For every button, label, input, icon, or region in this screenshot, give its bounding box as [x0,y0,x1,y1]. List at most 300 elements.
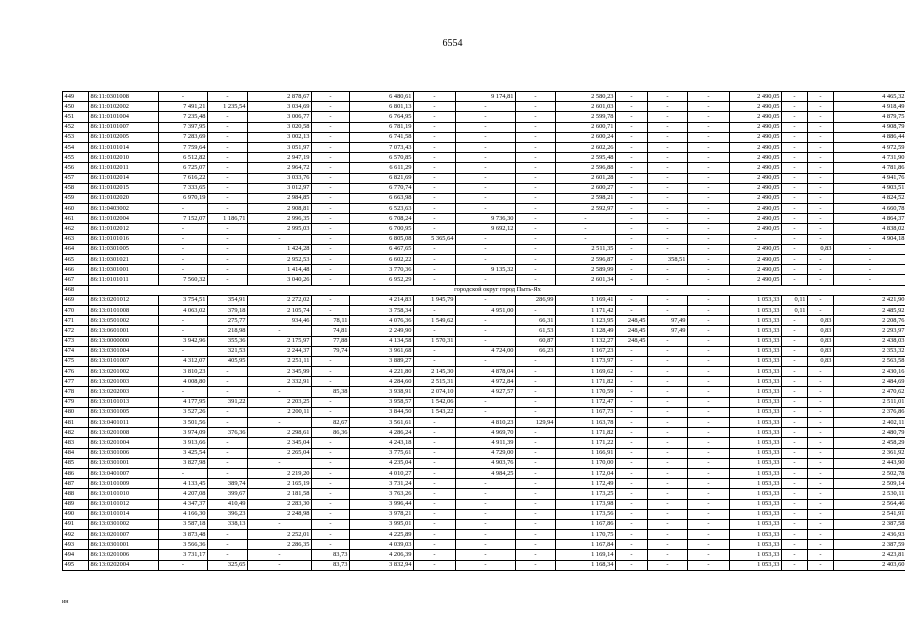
value-cell: - [616,407,648,417]
value-cell: - [456,244,516,254]
value-cell: 2 181,58 [248,489,312,499]
value-cell: - [516,560,556,570]
footer-mark: ин [62,599,69,605]
value-cell: - [516,448,556,458]
value-cell: - [208,173,248,183]
value-cell: - [616,214,648,224]
value-cell: - [616,132,648,142]
value-cell: 1 053,33 [730,336,782,346]
value-cell: 4 134,58 [350,336,414,346]
value-cell: 6 741,58 [350,132,414,142]
value-cell: - [456,479,516,489]
value-cell: - [516,397,556,407]
value-cell: 2 592,97 [556,204,616,214]
value-cell: - [688,255,730,265]
table-row [63,479,905,489]
value-cell: - [782,142,808,152]
value-cell: - [312,356,350,366]
row-number-cell: 484 [63,448,89,458]
value-cell: - [312,448,350,458]
value-cell: 0,11 [782,295,808,305]
row-number-cell: 451 [63,112,89,122]
value-cell: - [414,326,456,336]
value-cell: 1 168,34 [556,560,616,570]
value-cell: - [516,428,556,438]
value-cell: - [808,122,834,132]
value-cell: - [808,519,834,529]
value-cell: - [688,346,730,356]
value-cell: - [688,560,730,570]
value-cell: - [808,275,834,285]
value-cell: - [159,387,208,397]
value-cell: 4 177,95 [159,397,208,407]
value-cell: 2 376,86 [834,407,905,417]
value-cell: 2 402,11 [834,418,905,428]
value-cell: 358,51 [648,255,688,265]
value-cell: 7 152,07 [159,214,208,224]
value-cell: - [208,458,248,468]
table-row [63,377,905,387]
value-cell: 0,83 [808,336,834,346]
value-cell: 1 169,14 [556,550,616,560]
value-cell: - [688,295,730,305]
value-cell: 3 889,27 [350,356,414,366]
value-cell: - [516,102,556,112]
value-cell: - [782,183,808,193]
value-cell: 5 365,64 [414,234,456,244]
value-cell: - [456,183,516,193]
value-cell: 2 490,05 [730,163,782,173]
value-cell: 0,83 [808,346,834,356]
cadastral-number-cell: 86:13:0601001 [89,326,159,336]
value-cell: 6 764,95 [350,112,414,122]
value-cell: 2 361,92 [834,448,905,458]
value-cell: - [782,489,808,499]
row-number-cell: 476 [63,367,89,377]
value-cell: - [312,305,350,315]
value-cell: 4 076,36 [350,316,414,326]
value-cell: - [208,438,248,448]
value-cell: 60,87 [516,336,556,346]
value-cell: 1 167,23 [556,346,616,356]
value-cell: 2 490,05 [730,183,782,193]
value-cell: - [516,377,556,387]
value-cell: - [516,479,556,489]
value-cell: - [414,214,456,224]
value-cell: 7 491,21 [159,102,208,112]
value-cell: - [516,234,556,244]
value-cell: - [208,468,248,478]
value-cell: 4 903,76 [456,458,516,468]
value-cell: - [208,112,248,122]
value-cell: - [648,265,688,275]
value-cell: 218,98 [208,326,248,336]
value-cell: - [616,468,648,478]
value-cell: 248,45 [616,326,648,336]
cadastral-number-cell: 86:13:0201004 [89,438,159,448]
value-cell: - [616,499,648,509]
row-number-cell: 449 [63,92,89,102]
value-cell: 4 207,08 [159,489,208,499]
value-cell: - [782,163,808,173]
value-cell: - [312,112,350,122]
value-cell: 4 951,00 [456,305,516,315]
value-cell: - [782,275,808,285]
value-cell: - [312,183,350,193]
value-cell: - [516,305,556,315]
value-cell: 2 490,05 [730,214,782,224]
value-cell: - [516,356,556,366]
value-cell: 2 490,05 [730,112,782,122]
value-cell: - [312,489,350,499]
value-cell: - [456,499,516,509]
value-cell: 6 700,95 [350,224,414,234]
value-cell: 1 169,62 [556,367,616,377]
value-cell: - [248,560,312,570]
value-cell: - [782,132,808,142]
value-cell: 1 173,98 [556,499,616,509]
value-cell: - [688,316,730,326]
value-cell: - [688,377,730,387]
table-row [63,356,905,366]
value-cell: 2 490,05 [730,265,782,275]
table-row [63,397,905,407]
value-cell: - [208,265,248,275]
cadastral-number-cell: 86:13:0301004 [89,346,159,356]
value-cell: 2 601,34 [556,275,616,285]
value-cell: - [808,224,834,234]
value-cell: - [159,255,208,265]
value-cell: - [808,173,834,183]
value-cell: 3 527,26 [159,407,208,417]
value-cell: - [688,458,730,468]
value-cell: - [456,255,516,265]
value-cell: - [456,326,516,336]
value-cell: - [208,163,248,173]
value-cell: - [456,530,516,540]
value-cell: 2 600,71 [556,122,616,132]
value-cell: - [616,458,648,468]
value-cell: 2 421,90 [834,295,905,305]
value-cell: - [456,489,516,499]
value-cell: - [782,193,808,203]
value-cell: - [730,234,782,244]
value-cell: - [648,122,688,132]
value-cell: - [456,153,516,163]
value-cell: - [688,305,730,315]
value-cell: - [782,438,808,448]
value-cell: - [688,519,730,529]
cadastral-number-cell: 86:13:0000000 [89,336,159,346]
value-cell: - [159,204,208,214]
value-cell: - [456,295,516,305]
value-cell: 6 663,98 [350,193,414,203]
value-cell: 4 312,07 [159,356,208,366]
value-cell: 4 886,44 [834,132,905,142]
value-cell: 2 438,03 [834,336,905,346]
value-cell: - [616,367,648,377]
value-cell: - [782,407,808,417]
value-cell: 9 135,32 [456,265,516,275]
value-cell: 66,31 [516,316,556,326]
table-row [63,448,905,458]
value-cell: 1 172,04 [556,468,616,478]
row-number-cell: 468 [63,285,89,295]
value-cell: - [456,132,516,142]
value-cell: - [808,407,834,417]
value-cell: 1 172,49 [556,479,616,489]
value-cell: - [414,255,456,265]
value-cell: - [516,468,556,478]
value-cell: - [516,122,556,132]
value-cell: - [648,407,688,417]
value-cell: 3 731,24 [350,479,414,489]
value-cell: 410,49 [208,499,248,509]
value-cell: 1 053,33 [730,407,782,417]
value-cell: 2 490,05 [730,153,782,163]
value-cell: 3 913,66 [159,438,208,448]
value-cell: - [208,142,248,152]
value-cell: - [616,193,648,203]
value-cell: - [312,163,350,173]
cadastral-number-cell: 86:11:0101011 [89,275,159,285]
value-cell: - [616,244,648,254]
value-cell: - [616,142,648,152]
cadastral-number-cell: 86:11:0102011 [89,163,159,173]
value-cell: - [688,336,730,346]
value-cell: - [516,489,556,499]
value-cell: - [782,509,808,519]
value-cell: 3 844,50 [350,407,414,417]
value-cell: 1 053,33 [730,489,782,499]
value-cell: - [648,305,688,315]
cadastral-number-cell: 86:11:0102014 [89,173,159,183]
cadastral-number-cell: 86:11:0101007 [89,122,159,132]
cadastral-number-cell: 86:13:0101009 [89,479,159,489]
cadastral-number-cell: 86:13:0202003 [89,387,159,397]
value-cell: 3 810,23 [159,367,208,377]
value-cell: 2 105,74 [248,305,312,315]
value-cell: - [414,265,456,275]
value-cell: - [688,428,730,438]
value-cell: 2 293,97 [834,326,905,336]
table-row [63,387,905,397]
value-cell: 3 758,34 [350,305,414,315]
value-cell: 4 838,02 [834,224,905,234]
value-cell: - [414,438,456,448]
row-number-cell: 479 [63,397,89,407]
value-cell: 6 512,82 [159,153,208,163]
cadastral-number-cell: 86:13:0101008 [89,305,159,315]
value-cell: 4 243,18 [350,438,414,448]
value-cell: - [414,346,456,356]
row-number-cell: 475 [63,356,89,366]
value-cell: - [616,224,648,234]
value-cell: - [782,224,808,234]
value-cell: 2 908,81 [248,204,312,214]
table-row [63,255,905,265]
value-cell: - [312,265,350,275]
value-cell: 338,13 [208,519,248,529]
table-row [63,438,905,448]
value-cell: - [648,509,688,519]
value-cell: 2 490,05 [730,142,782,152]
value-cell: 1 167,84 [556,540,616,550]
value-cell: 2 490,05 [730,92,782,102]
table-row [63,102,905,112]
value-cell: 1 053,33 [730,295,782,305]
value-cell: - [556,234,616,244]
table-row [63,132,905,142]
value-cell: - [312,458,350,468]
value-cell: 1 172,47 [556,397,616,407]
value-cell: 2 995,03 [248,224,312,234]
value-cell: 1 166,91 [556,448,616,458]
value-cell: - [648,499,688,509]
value-cell: - [782,550,808,560]
value-cell: - [782,397,808,407]
value-cell: 2 580,23 [556,92,616,102]
value-cell: - [208,224,248,234]
value-cell: 1 171,42 [556,305,616,315]
value-cell: 3 561,61 [350,418,414,428]
value-cell: - [648,438,688,448]
table-row [63,92,905,102]
value-cell: - [312,153,350,163]
value-cell: 3 958,57 [350,397,414,407]
value-cell: 3 873,48 [159,530,208,540]
value-cell: - [312,234,350,244]
value-cell: - [782,540,808,550]
table-row [63,275,905,285]
value-cell: - [159,92,208,102]
value-cell: - [616,295,648,305]
value-cell: 1 053,33 [730,550,782,560]
value-cell: 3 002,13 [248,132,312,142]
value-cell: 6 801,13 [350,102,414,112]
value-cell: - [616,112,648,122]
value-cell: 6 570,85 [350,153,414,163]
value-cell: - [782,530,808,540]
value-cell: - [414,550,456,560]
value-cell: - [414,479,456,489]
value-cell: - [808,295,834,305]
cadastral-number-cell: 86:11:0101016 [89,234,159,244]
value-cell: - [808,560,834,570]
value-cell: 1 570,31 [414,336,456,346]
value-cell: - [312,132,350,142]
cadastral-number-cell: 86:11:0301001 [89,265,159,275]
value-cell: 2 589,99 [556,265,616,275]
value-cell: 4 864,37 [834,214,905,224]
cadastral-number-cell: 86:11:0101014 [89,142,159,152]
value-cell: 3 034,69 [248,102,312,112]
value-cell: - [248,387,312,397]
value-cell: - [782,418,808,428]
value-cell: 2 332,91 [248,377,312,387]
value-cell: - [456,163,516,173]
value-cell: 1 171,82 [556,428,616,438]
value-cell: - [782,102,808,112]
row-number-cell: 467 [63,275,89,285]
value-cell: 4 731,90 [834,153,905,163]
value-cell: - [648,112,688,122]
cadastral-number-cell: 86:13:0501002 [89,316,159,326]
value-cell: - [782,122,808,132]
value-cell: - [159,468,208,478]
cadastral-number-cell: 86:11:0403002 [89,204,159,214]
value-cell: 4 660,78 [834,204,905,214]
value-cell: - [782,448,808,458]
cadastral-number-cell: 86:13:0201003 [89,377,159,387]
value-cell: 2 601,28 [556,173,616,183]
value-cell: 4 972,84 [456,377,516,387]
value-cell: - [516,193,556,203]
value-cell: - [516,183,556,193]
value-cell: 1 053,33 [730,448,782,458]
value-cell: 3 827,98 [159,458,208,468]
value-cell: 83,73 [312,550,350,560]
table-row [63,204,905,214]
value-cell: - [808,153,834,163]
value-cell: - [782,428,808,438]
value-cell: - [616,519,648,529]
value-cell: - [414,193,456,203]
table-row [63,418,905,428]
value-cell: 325,65 [208,560,248,570]
row-number-cell: 469 [63,295,89,305]
value-cell: - [648,489,688,499]
value-cell: 1 053,33 [730,560,782,570]
value-cell: - [616,346,648,356]
value-cell: 2 602,26 [556,142,616,152]
value-cell: - [648,346,688,356]
value-cell: 6 725,07 [159,163,208,173]
value-cell: - [648,102,688,112]
value-cell: 2 286,35 [248,540,312,550]
table-row [63,540,905,550]
value-cell: - [808,377,834,387]
value-cell: 2 443,90 [834,458,905,468]
value-cell: 4 879,75 [834,112,905,122]
value-cell: - [516,275,556,285]
table-row [63,560,905,570]
value-cell: 6 708,24 [350,214,414,224]
value-cell: 1 053,33 [730,530,782,540]
value-cell: 3 763,26 [350,489,414,499]
value-cell: 6 970,19 [159,193,208,203]
value-cell: - [312,193,350,203]
value-cell: 2 203,25 [248,397,312,407]
value-cell: 2 480,79 [834,428,905,438]
value-cell: - [782,244,808,254]
row-number-cell: 466 [63,265,89,275]
data-table-container [62,91,905,571]
value-cell: 2 403,60 [834,560,905,570]
value-cell: - [414,428,456,438]
value-cell: 2 485,92 [834,305,905,315]
row-number-cell: 492 [63,530,89,540]
value-cell: 97,49 [648,326,688,336]
value-cell: - [456,356,516,366]
value-cell: - [616,540,648,550]
value-cell: - [808,92,834,102]
value-cell: 0,11 [782,305,808,315]
value-cell: 4 969,70 [456,428,516,438]
value-cell: - [516,112,556,122]
value-cell: 1 053,33 [730,519,782,529]
value-cell: - [414,499,456,509]
